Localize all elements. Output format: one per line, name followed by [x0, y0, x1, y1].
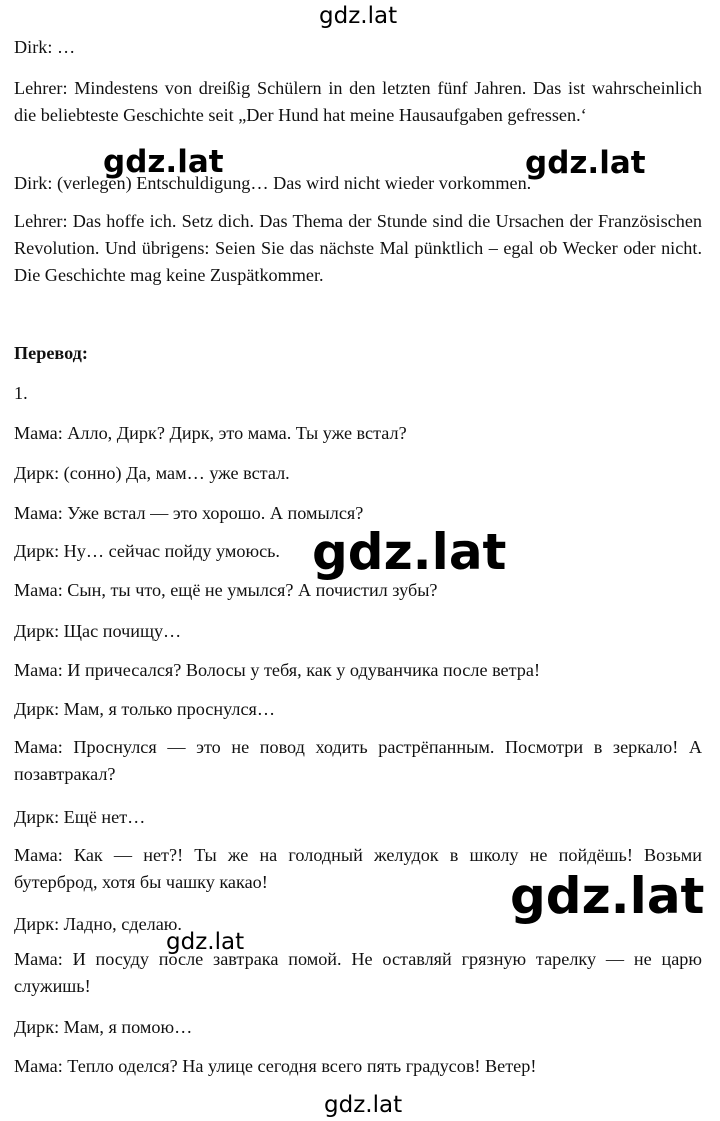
russian-line-3: Мама: Уже встал — это хорошо. А помылся?: [14, 503, 364, 523]
russian-line-11: Мама: Как — нет?! Ты же на голодный желудок в школу не пойдёшь! Возьми бутерброд, хотя бы чашку какао!: [14, 845, 702, 892]
russian-line-15: Мама: Тепло оделся? На улице сегодня всего пять градусов! Ветер!: [14, 1056, 537, 1076]
german-line-dirk-2: Dirk: (verlegen) Entschuldigung… Das wird nicht wieder vorkommen.: [14, 173, 532, 193]
german-line-teacher-1: Lehrer: Mindestens von dreißig Schülern in den letzten fünf Jahren. Das ist wahrscheinlich die beliebteste Geschichte seit „Der Hund hat meine Hausaufgaben gefressen.‘: [14, 78, 702, 125]
watermark-center: gdz.lat: [312, 523, 507, 581]
russian-line-13: Мама: И посуду после завтрака помой. Не оставляй грязную тарелку — не царю служишь!: [14, 949, 702, 996]
russian-line-7: Мама: И причесался? Волосы у тебя, как у одуванчика после ветра!: [14, 660, 541, 680]
russian-line-1: Мама: Алло, Дирк? Дирк, это мама. Ты уже встал?: [14, 423, 407, 443]
translation-heading: Перевод:: [14, 343, 88, 363]
german-line-dirk-1: Dirk: …: [14, 37, 76, 57]
german-line-teacher-2: Lehrer: Das hoffe ich. Setz dich. Das Thema der Stunde sind die Ursachen der Französischen Revolution. Und übrigens: Seien Sie das nächste Mal pünktlich – egal ob Wecker oder nicht. Die Geschichte mag keine Zuspätkommer.: [14, 211, 702, 285]
russian-line-2: Дирк: (сонно) Да, мам… уже встал.: [14, 463, 290, 483]
watermark-top: gdz.lat: [319, 3, 398, 29]
russian-line-14: Дирк: Мам, я помою…: [14, 1017, 193, 1037]
watermark-bottom: gdz.lat: [324, 1092, 403, 1118]
russian-line-4: Дирк: Ну… сейчас пойду умоюсь.: [14, 541, 280, 561]
translation-number: 1.: [14, 383, 28, 403]
russian-line-12: Дирк: Ладно, сделаю.: [14, 914, 182, 934]
watermark-right-2: gdz.lat: [510, 867, 705, 925]
russian-line-9: Мама: Проснулся — это не повод ходить растрёпанным. Посмотри в зеркало! А позавтракал?: [14, 737, 702, 784]
watermark-mid-small: gdz.lat: [166, 929, 245, 955]
russian-line-6: Дирк: Щас почищу…: [14, 621, 182, 641]
russian-line-8: Дирк: Мам, я только проснулся…: [14, 699, 276, 719]
russian-line-5: Мама: Сын, ты что, ещё не умылся? А почистил зубы?: [14, 580, 438, 600]
watermark-left-1: gdz.lat: [103, 144, 224, 180]
russian-line-10: Дирк: Ещё нет…: [14, 807, 146, 827]
watermark-right-1: gdz.lat: [525, 145, 646, 181]
